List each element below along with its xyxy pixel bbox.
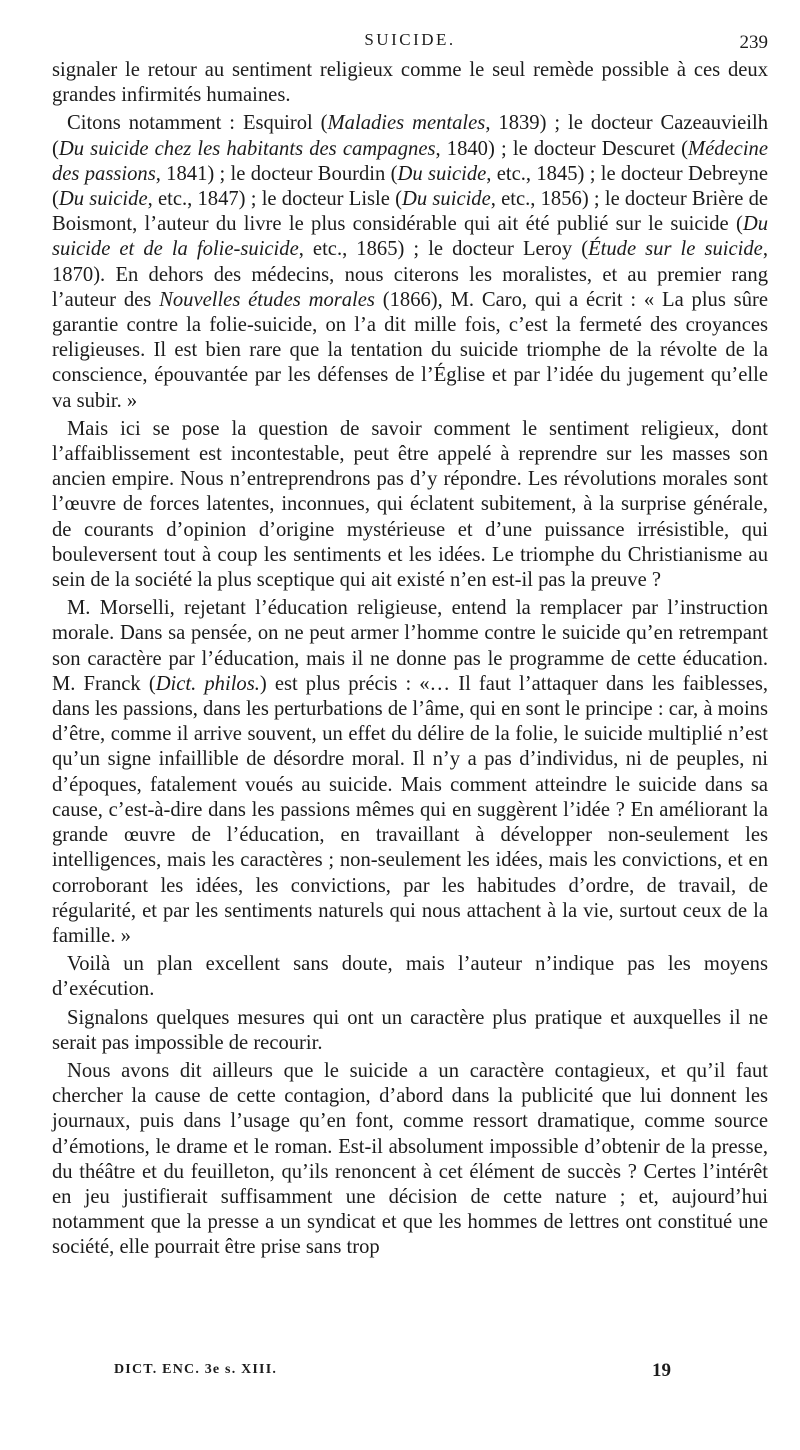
page-number: 239 — [739, 32, 768, 53]
text-run: Nous avons dit ailleurs que le suicide a un caractère contagieux, et qu’il faut chercher la cause de cette contagion, d’abord dans la publicité que lui donnent les journaux, puis dans l’usage qu’en font, comme ressort dramatique, comme source d’émotions, le drame et le roman. Est-il absolument impossible d’obtenir de la presse, du théâtre et du feuilleton, qu’ils renoncent à cet élément de succès ? Certes l’intérêt en jeu justifierait suffisamment une décision de cette nature ; et, aujourd’hui notamment que la presse a un syndicat et que les hommes de lettres ont constitué une société, elle pourrait être prise sans trop — [52, 1059, 768, 1259]
paragraph — [52, 952, 768, 1002]
italic-title: Dict. philos. — [155, 672, 260, 695]
text-run: , etc., 1856) ; le docteur Brière de Boismont, l’auteur du livre le plus considérable qui ait été publié sur le suicide ( — [52, 188, 769, 236]
italic-title: Médecine des passions — [52, 137, 768, 185]
italic-title: Du suicide et de la folie-suicide — [52, 213, 768, 261]
italic-title: Nouvelles études morales — [159, 288, 375, 311]
italic-title: Du suicide chez les habitants des campagnes — [58, 137, 436, 160]
italic-title: Étude sur le suicide — [588, 238, 763, 261]
text-run: ) est plus précis : «… Il faut l’attaquer dans les faiblesses, dans les passions, dans les perturbations de l’âme, qui en sont le principe : car, à moins d’être, comme il arrive souvent, un effet du délire de la folie, le suicide multiplié n’est qu’un signe infaillible de désordre moral. Il n’y a pas d’individus, ni de peuples, ni d’époques, fatalement voués au suicide. Mais comment atteindre le suicide dans sa cause, c’est-à-dire dans les passions mêmes qui en suggèrent l’idée ? En améliorant la grande œuvre de l’éducation, en travaillant à développer non-seulement les intelligences, mais les caractères ; non-seulement les idées, mais les convictions, et en corroborant les idées, les convictions, par les habitudes d’ordre, de travail, de régularité, et par les sentiments naturels qui nous attachent à la vie, surtout ceux de la famille. » — [52, 672, 768, 947]
body-text — [52, 58, 768, 1264]
paragraph — [52, 596, 768, 949]
page-header — [52, 30, 768, 52]
sheet-number: 19 — [652, 1360, 671, 1381]
paragraph — [52, 1059, 768, 1261]
italic-title: Du suicide — [397, 162, 487, 185]
text-run: , etc., 1847) ; le docteur Lisle ( — [147, 188, 403, 211]
italic-title: Maladies mentales — [327, 112, 486, 135]
text-run: , 1839) ; le docteur Cazeauvieilh ( — [52, 112, 768, 160]
text-run: signaler le retour au sentiment religieux comme le seul remède possible à ces deux grandes infirmités humaines. — [52, 59, 768, 107]
italic-title: Du suicide — [58, 188, 148, 211]
page-footer — [52, 1360, 768, 1386]
text-run: , etc., 1865) ; le docteur Leroy ( — [298, 238, 589, 261]
paragraph — [52, 1006, 768, 1056]
text-run: Voilà un plan excellent sans doute, mais l’auteur n’indique pas les moyens d’exécution. — [52, 953, 768, 1001]
paragraph — [52, 58, 768, 108]
italic-title: Du suicide — [402, 188, 491, 211]
running-title: SUICIDE. — [364, 30, 456, 49]
text-run: (1866), M. Caro, qui a écrit : « La plus sûre garantie contre la folie-suicide, on l’a dit mille fois, c’est la fermeté des croyances religieuses. Il est bien rare que la tentation du suicide triomphe de la révolte de la conscience, épouvantée par les défenses de l’Église et par l’idée du jugement qu’elle va subir. » — [52, 288, 768, 412]
text-run: Mais ici se pose la question de savoir comment le sentiment religieux, dont l’affaiblissement est incontestable, peut être appelé à reprendre sur les masses son ancien empire. Nous n’entreprendrons pas d’y répondre. Les révolutions morales sont l’œuvre de forces latentes, inconnues, qui éclatent subitement, à la surprise générale, de courants d’opinion d’origine mystérieuse et d’une puissance irrésistible, qui bouleversent tout à coup les sentiments et les idées. Le triomphe du Christianisme au sein de la société la plus sceptique qui ait existé n’en est-il pas la preuve ? — [52, 417, 768, 592]
text-run: M. Morselli, rejetant l’éducation religieuse, entend la remplacer par l’instruction morale. Dans sa pensée, on ne peut armer l’homme contre le suicide qu’en retrempant son caractère par l’éducation, mais il ne donne pas le programme de cette éducation. M. Franck ( — [52, 597, 768, 695]
paragraph — [52, 417, 768, 593]
text-run: Signalons quelques mesures qui ont un caractère plus pratique et auxquelles il ne serait pas impossible de recourir. — [52, 1006, 768, 1054]
printer-signature: DICT. ENC. 3e s. XIII. — [114, 1362, 278, 1377]
text-run: Citons notamment : Esquirol ( — [67, 112, 328, 135]
text-run: , 1841) ; le docteur Bourdin ( — [155, 162, 398, 185]
text-run: , 1840) ; le docteur Descuret ( — [435, 137, 688, 160]
paragraph — [52, 111, 768, 413]
text-run: , 1870). En dehors des médecins, nous citerons les moralistes, et au premier rang l’auteur des — [52, 238, 768, 311]
text-run: , etc., 1845) ; le docteur Debreyne ( — [52, 162, 768, 211]
